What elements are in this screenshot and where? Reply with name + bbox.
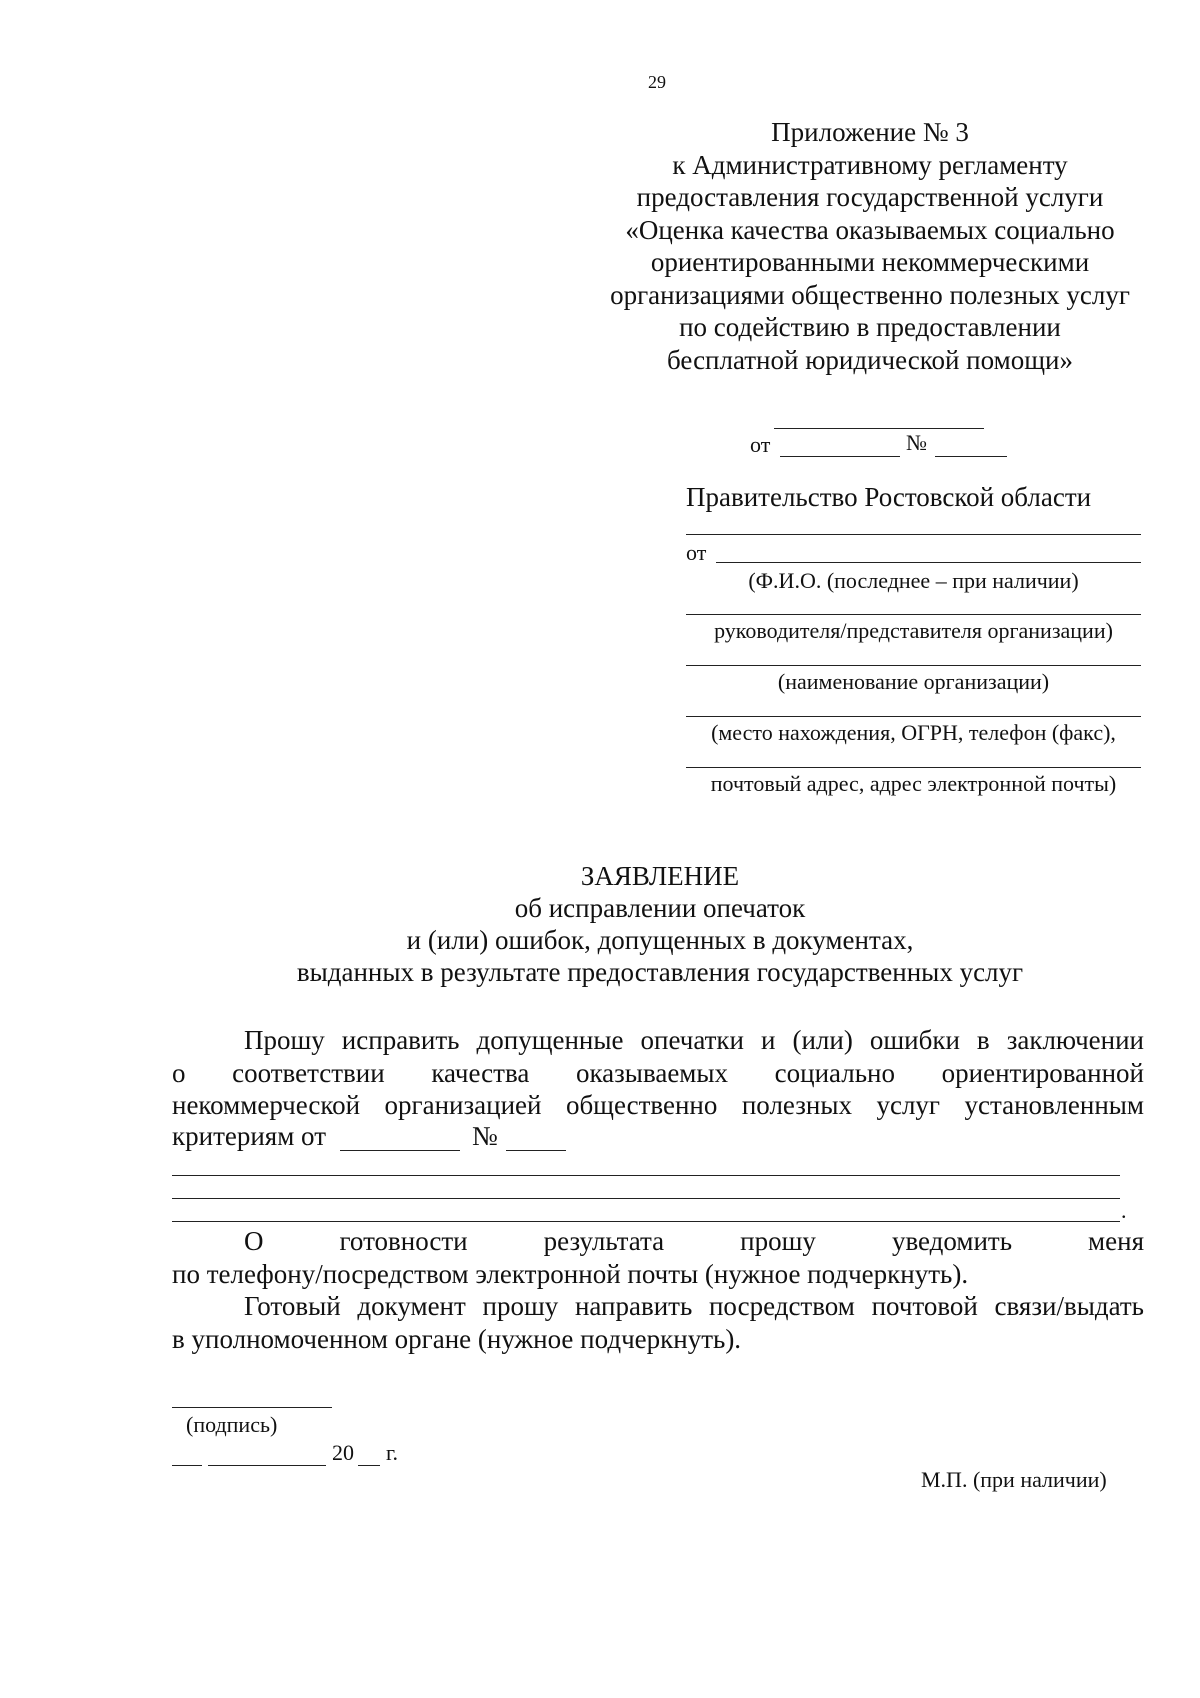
regdate-from-label: от (750, 432, 771, 457)
criteria-number-field[interactable] (506, 1150, 566, 1151)
caption-fio: (Ф.И.О. (последнее – при наличии) (748, 568, 1079, 593)
paragraph-line: о соответствии качества оказываемых социально ориентированной (172, 1057, 1144, 1088)
error-description-line-1[interactable] (172, 1175, 1120, 1176)
appendix-line: предоставления государственной услуги (636, 182, 1104, 212)
signature-caption: (подпись) (186, 1412, 278, 1437)
notification-paragraph (172, 1225, 1144, 1355)
title-heading: ЗАЯВЛЕНИЕ (580, 861, 740, 891)
appendix-line: организациями общественно полезных услуг (610, 279, 1130, 310)
error-description-line-2[interactable] (172, 1198, 1120, 1199)
title-line: об исправлении опечаток (514, 893, 806, 923)
request-paragraph (172, 1024, 1144, 1122)
year-field[interactable] (358, 1465, 380, 1466)
recipient-name: Правительство Ростовской области (686, 482, 1092, 512)
criteria-date-field[interactable] (340, 1150, 460, 1151)
paragraph-line: О готовности результата прошу уведомить меня (244, 1226, 1144, 1256)
year-prefix: 20 (332, 1440, 354, 1465)
year-suffix: г. (386, 1440, 399, 1465)
regdate-number-field[interactable] (935, 456, 1007, 457)
month-field[interactable] (208, 1465, 326, 1466)
caption-location: (место нахождения, ОГРН, телефон (факс), (711, 720, 1116, 745)
seal-label: М.П. (при наличии) (921, 1467, 1107, 1492)
criteria-number-label: № (472, 1121, 498, 1151)
day-field[interactable] (172, 1465, 202, 1466)
appendix-line: к Административному регламенту (672, 149, 1068, 180)
addressee-line-3[interactable] (686, 614, 1141, 615)
page-number: 29 (648, 72, 666, 92)
addressee-from-label: от (686, 540, 707, 565)
addressee-name-field[interactable] (716, 562, 1141, 563)
paragraph-line: Прошу исправить допущенные опечатки и (или) ошибки в заключении (244, 1025, 1144, 1055)
regdate-number-label: № (906, 430, 927, 455)
registration-blank-line[interactable] (774, 428, 984, 429)
regdate-date-field[interactable] (780, 456, 900, 457)
appendix-line: ориентированными некоммерческими (650, 247, 1090, 277)
signature-field[interactable] (172, 1407, 332, 1408)
title-line: выданных в результате предоставления государственных услуг (296, 957, 1024, 987)
appendix-header (580, 116, 1160, 376)
caption-org-name: (наименование организации) (777, 669, 1050, 694)
caption-representative: руководителя/представителя организации) (714, 618, 1113, 643)
title-line: и (или) ошибок, допущенных в документах, (406, 925, 914, 955)
appendix-line: по содействию в предоставлении (679, 312, 1061, 342)
addressee-line-1[interactable] (686, 534, 1141, 535)
addressee-line-5[interactable] (686, 716, 1141, 717)
paragraph-line: некоммерческой организацией общественно полезных услуг установленным (172, 1090, 1144, 1120)
error-description-line-3[interactable] (172, 1221, 1120, 1222)
appendix-line: Приложение № 3 (771, 117, 969, 147)
criteria-label: критериям от (172, 1121, 326, 1151)
addressee-line-6[interactable] (686, 767, 1141, 768)
addressee-line-4[interactable] (686, 665, 1141, 666)
appendix-line: «Оценка качества оказываемых социально (625, 214, 1115, 245)
description-period: . (1121, 1198, 1127, 1223)
document-title (170, 860, 1150, 988)
paragraph-line: Готовый документ прошу направить посредством почтовой связи/выдать (244, 1291, 1144, 1321)
appendix-line: бесплатной юридической помощи» (667, 344, 1073, 375)
paragraph-line: по телефону/посредством электронной почты (нужное подчеркнуть). (172, 1258, 969, 1289)
caption-address: почтовый адрес, адрес электронной почты) (710, 771, 1117, 796)
paragraph-line: в уполномоченном органе (нужное подчеркнуть). (172, 1323, 742, 1354)
